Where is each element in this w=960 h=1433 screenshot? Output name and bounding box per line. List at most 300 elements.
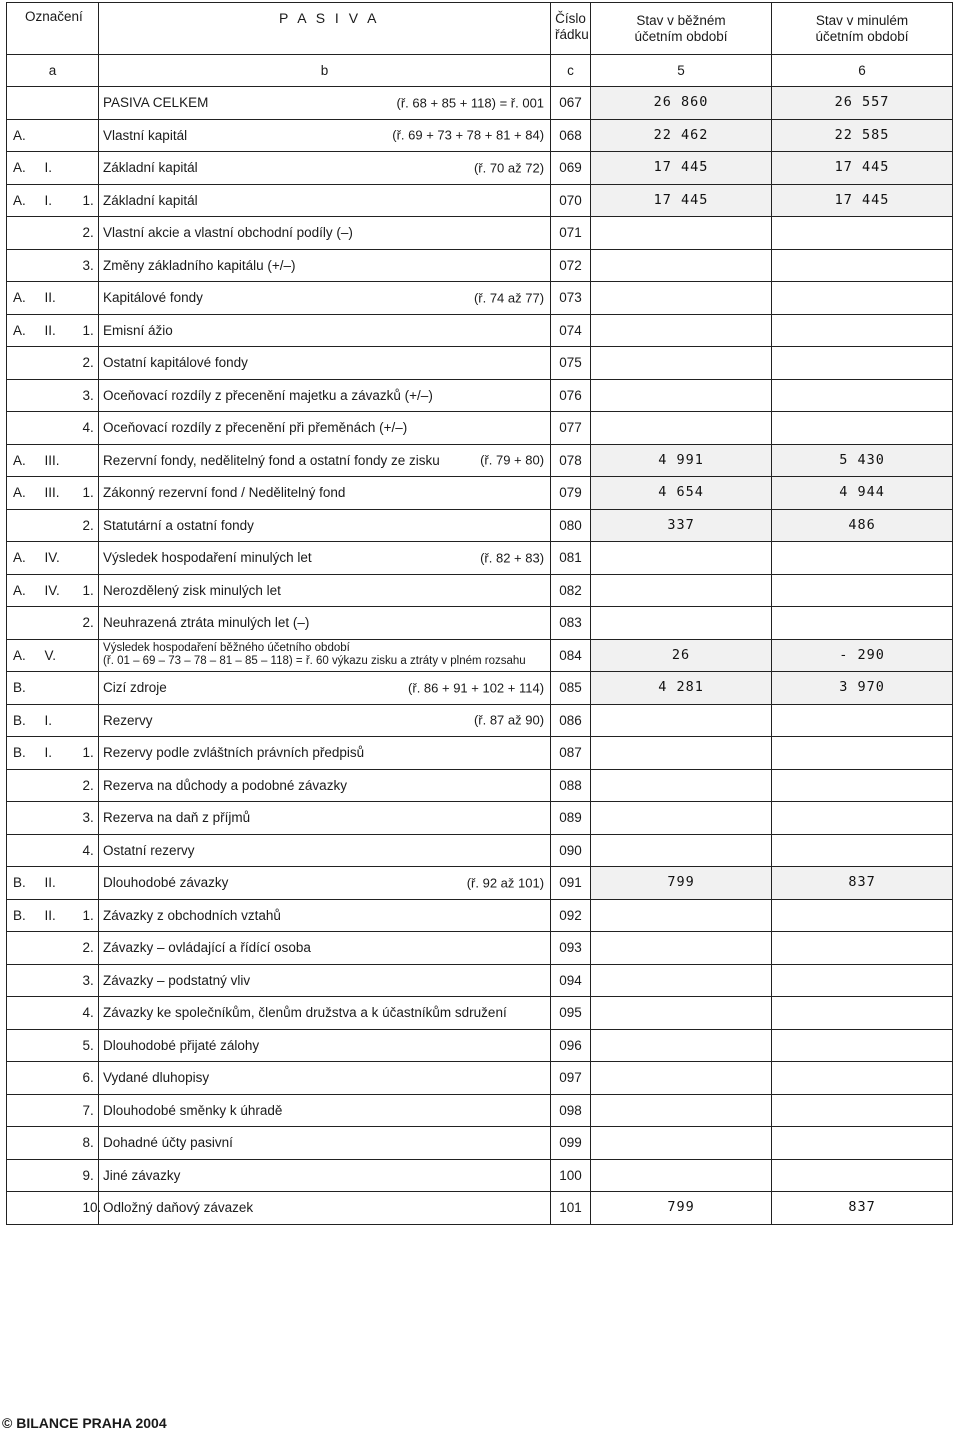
table-row	[7, 1127, 953, 1160]
value-current-period	[591, 347, 772, 380]
value-current-period	[591, 769, 772, 802]
row-level-letter: A.	[7, 314, 45, 347]
row-label	[99, 1094, 551, 1127]
row-name: Oceňovací rozdíly z přecenění majetku a závazků (+/–)	[103, 387, 433, 403]
row-level-roman	[45, 1029, 79, 1062]
value-current-period	[591, 249, 772, 282]
row-line-number: 074	[551, 314, 591, 347]
value-current-period	[591, 379, 772, 412]
row-level-number: 9.	[79, 1159, 99, 1192]
row-level-number	[79, 672, 99, 705]
table-row	[7, 867, 953, 900]
row-level-letter	[7, 1062, 45, 1095]
col-letter-b: b	[99, 55, 551, 87]
table-row	[7, 119, 953, 152]
table-row	[7, 737, 953, 770]
row-level-number	[79, 542, 99, 575]
row-label	[99, 379, 551, 412]
value-previous-period	[772, 737, 953, 770]
row-name: Zákonný rezervní fond / Nedělitelný fond	[103, 485, 346, 501]
row-label	[99, 574, 551, 607]
value-previous-period	[772, 1062, 953, 1095]
row-level-letter: B.	[7, 899, 45, 932]
value-previous-period	[772, 249, 953, 282]
header-stav-bezne-line2: účetním období	[634, 29, 728, 44]
row-label	[99, 87, 551, 120]
row-level-number: 2.	[79, 607, 99, 640]
row-name: Kapitálové fondy	[103, 290, 203, 306]
header-stav-bezne	[591, 3, 772, 55]
row-line-number: 096	[551, 1029, 591, 1062]
row-name: Základní kapitál	[103, 192, 198, 208]
row-line-number: 067	[551, 87, 591, 120]
row-name: Výsledek hospodaření minulých let	[103, 550, 312, 566]
row-level-number	[79, 444, 99, 477]
header-cislo-line1: Číslo	[555, 11, 586, 26]
value-previous-period	[772, 932, 953, 965]
value-previous-period	[772, 412, 953, 445]
table-row	[7, 769, 953, 802]
header-stav-minule	[772, 3, 953, 55]
row-name: Dohadné účty pasivní	[103, 1135, 233, 1151]
row-level-letter	[7, 769, 45, 802]
table-row	[7, 639, 953, 672]
value-current-period	[591, 282, 772, 315]
row-level-letter	[7, 1094, 45, 1127]
row-line-number: 083	[551, 607, 591, 640]
row-level-roman: I.	[45, 704, 79, 737]
table-row	[7, 509, 953, 542]
row-line-number: 099	[551, 1127, 591, 1160]
row-level-number: 10.	[79, 1192, 99, 1225]
row-line-number: 098	[551, 1094, 591, 1127]
row-name: Dlouhodobé přijaté zálohy	[103, 1037, 260, 1053]
row-level-number: 3.	[79, 802, 99, 835]
value-previous-period	[772, 769, 953, 802]
row-line-number: 085	[551, 672, 591, 705]
row-name: PASIVA CELKEM	[103, 95, 209, 111]
row-label	[99, 997, 551, 1030]
row-level-roman: III.	[45, 477, 79, 510]
value-previous-period	[772, 379, 953, 412]
value-current-period: 799	[591, 867, 772, 900]
row-label	[99, 607, 551, 640]
row-label	[99, 282, 551, 315]
row-level-number: 1.	[79, 477, 99, 510]
row-level-number: 1.	[79, 184, 99, 217]
col-letter-c: c	[551, 55, 591, 87]
row-level-letter	[7, 932, 45, 965]
row-name: Nerozdělený zisk minulých let	[103, 582, 281, 598]
value-current-period	[591, 1159, 772, 1192]
row-level-number: 4.	[79, 997, 99, 1030]
row-level-roman	[45, 1062, 79, 1095]
row-level-number: 8.	[79, 1127, 99, 1160]
col-letter-a: a	[7, 55, 99, 87]
row-name: Závazky – ovládající a řídící osoba	[103, 940, 311, 956]
row-line-number: 081	[551, 542, 591, 575]
row-level-roman	[45, 1127, 79, 1160]
row-level-letter	[7, 412, 45, 445]
row-level-number: 2.	[79, 347, 99, 380]
row-line-number: 088	[551, 769, 591, 802]
row-level-roman	[45, 217, 79, 250]
value-previous-period	[772, 964, 953, 997]
row-label	[99, 184, 551, 217]
row-level-letter: A.	[7, 477, 45, 510]
row-label	[99, 1062, 551, 1095]
row-level-letter: A.	[7, 542, 45, 575]
row-level-roman	[45, 347, 79, 380]
copyright-footer: © BILANCE PRAHA 2004	[2, 1415, 167, 1431]
row-level-roman	[45, 509, 79, 542]
row-formula: (ř. 86 + 91 + 102 + 114)	[408, 680, 545, 696]
value-previous-period	[772, 1159, 953, 1192]
value-current-period	[591, 932, 772, 965]
row-name: Dlouhodobé závazky	[103, 875, 229, 891]
row-label	[99, 509, 551, 542]
value-current-period	[591, 574, 772, 607]
row-label	[99, 249, 551, 282]
value-current-period: 17 445	[591, 184, 772, 217]
row-level-letter: A.	[7, 282, 45, 315]
row-level-letter: A.	[7, 444, 45, 477]
value-current-period	[591, 1094, 772, 1127]
row-name-detail: (ř. 01 – 69 – 73 – 78 – 81 – 85 – 118) = ř. 60 výkazu zisku a ztráty v plném rozsahu	[103, 655, 526, 668]
header-stav-minule-line2: účetním období	[815, 29, 909, 44]
row-level-roman: V.	[45, 639, 79, 672]
row-name: Vlastní kapitál	[103, 127, 188, 143]
row-name: Rezerva na daň z příjmů	[103, 810, 251, 826]
row-level-number	[79, 639, 99, 672]
table-row	[7, 87, 953, 120]
table-row	[7, 347, 953, 380]
row-level-letter	[7, 1127, 45, 1160]
row-level-letter: A.	[7, 574, 45, 607]
row-level-letter: A.	[7, 184, 45, 217]
row-label	[99, 217, 551, 250]
table-row	[7, 217, 953, 250]
row-level-roman: II.	[45, 867, 79, 900]
table-row	[7, 379, 953, 412]
value-previous-period: 17 445	[772, 184, 953, 217]
value-current-period: 26	[591, 639, 772, 672]
header-oznaceni: Označení	[7, 3, 99, 55]
row-line-number: 089	[551, 802, 591, 835]
row-level-number	[79, 152, 99, 185]
row-line-number: 090	[551, 834, 591, 867]
row-level-roman: III.	[45, 444, 79, 477]
row-level-number: 1.	[79, 314, 99, 347]
row-level-roman: IV.	[45, 542, 79, 575]
row-label	[99, 639, 551, 672]
row-level-letter	[7, 87, 45, 120]
row-name: Cizí zdroje	[103, 680, 167, 696]
row-name: Výsledek hospodaření běžného účetního období	[103, 642, 350, 655]
value-previous-period	[772, 802, 953, 835]
row-level-number: 3.	[79, 964, 99, 997]
row-level-letter	[7, 509, 45, 542]
row-level-roman	[45, 1159, 79, 1192]
row-formula: (ř. 87 až 90)	[473, 712, 545, 728]
row-level-roman: II.	[45, 282, 79, 315]
row-label	[99, 1159, 551, 1192]
table-row	[7, 1062, 953, 1095]
table-row	[7, 672, 953, 705]
row-label	[99, 542, 551, 575]
value-previous-period: 837	[772, 867, 953, 900]
value-previous-period	[772, 1127, 953, 1160]
value-current-period	[591, 607, 772, 640]
row-label	[99, 932, 551, 965]
table-row	[7, 542, 953, 575]
row-level-roman	[45, 964, 79, 997]
row-label	[99, 802, 551, 835]
row-level-number: 3.	[79, 249, 99, 282]
row-level-letter: B.	[7, 737, 45, 770]
row-formula: (ř. 68 + 85 + 118) = ř. 001	[396, 95, 545, 111]
row-name: Ostatní rezervy	[103, 842, 195, 858]
header-stav-minule-line1: Stav v minulém	[815, 13, 909, 28]
table-row	[7, 1192, 953, 1225]
row-level-roman	[45, 834, 79, 867]
value-current-period: 4 654	[591, 477, 772, 510]
row-label	[99, 867, 551, 900]
row-name: Emisní ážio	[103, 322, 173, 338]
row-label	[99, 1127, 551, 1160]
value-previous-period: 26 557	[772, 87, 953, 120]
row-line-number: 084	[551, 639, 591, 672]
row-level-letter: B.	[7, 672, 45, 705]
value-previous-period	[772, 347, 953, 380]
row-line-number: 097	[551, 1062, 591, 1095]
value-previous-period: 4 944	[772, 477, 953, 510]
value-current-period	[591, 314, 772, 347]
row-level-number: 3.	[79, 379, 99, 412]
row-level-roman: I.	[45, 737, 79, 770]
value-previous-period: 3 970	[772, 672, 953, 705]
row-level-roman	[45, 119, 79, 152]
col-number-6: 6	[772, 55, 953, 87]
row-label	[99, 737, 551, 770]
value-previous-period	[772, 607, 953, 640]
row-level-number	[79, 867, 99, 900]
table-row	[7, 1159, 953, 1192]
row-level-roman	[45, 249, 79, 282]
row-level-roman: I.	[45, 184, 79, 217]
value-current-period	[591, 704, 772, 737]
value-previous-period	[772, 282, 953, 315]
row-name: Závazky ke společníkům, členům družstva a k účastníkům sdružení	[103, 1005, 507, 1021]
value-current-period: 22 462	[591, 119, 772, 152]
row-level-roman	[45, 802, 79, 835]
row-level-number: 1.	[79, 574, 99, 607]
row-level-roman	[45, 412, 79, 445]
row-line-number: 094	[551, 964, 591, 997]
row-level-roman: IV.	[45, 574, 79, 607]
row-label	[99, 1029, 551, 1062]
value-previous-period: 5 430	[772, 444, 953, 477]
row-level-roman	[45, 769, 79, 802]
table-row	[7, 282, 953, 315]
value-previous-period	[772, 997, 953, 1030]
row-level-roman: II.	[45, 314, 79, 347]
row-line-number: 100	[551, 1159, 591, 1192]
row-name: Dlouhodobé směnky k úhradě	[103, 1102, 283, 1118]
row-formula: (ř. 79 + 80)	[480, 452, 545, 468]
row-label	[99, 899, 551, 932]
row-level-number: 7.	[79, 1094, 99, 1127]
table-row	[7, 574, 953, 607]
row-level-letter	[7, 607, 45, 640]
table-row	[7, 1094, 953, 1127]
row-label	[99, 672, 551, 705]
value-previous-period	[772, 574, 953, 607]
value-current-period	[591, 964, 772, 997]
row-name: Odložný daňový závazek	[103, 1200, 254, 1216]
row-level-roman	[45, 932, 79, 965]
row-level-number: 2.	[79, 769, 99, 802]
row-line-number: 095	[551, 997, 591, 1030]
value-current-period: 26 860	[591, 87, 772, 120]
row-label	[99, 314, 551, 347]
row-name: Vydané dluhopisy	[103, 1070, 210, 1086]
row-label	[99, 1192, 551, 1225]
table-row	[7, 834, 953, 867]
value-previous-period	[772, 542, 953, 575]
value-previous-period: - 290	[772, 639, 953, 672]
row-level-number	[79, 87, 99, 120]
col-number-5: 5	[591, 55, 772, 87]
row-level-letter	[7, 217, 45, 250]
table-row	[7, 444, 953, 477]
row-level-number	[79, 119, 99, 152]
row-name: Závazky z obchodních vztahů	[103, 907, 281, 923]
row-formula: (ř. 69 + 73 + 78 + 81 + 84)	[392, 127, 545, 143]
row-level-roman	[45, 379, 79, 412]
row-formula: (ř. 92 až 101)	[466, 875, 545, 891]
value-current-period: 4 281	[591, 672, 772, 705]
table-column-letters-row	[7, 55, 953, 87]
row-level-number: 6.	[79, 1062, 99, 1095]
value-current-period	[591, 1127, 772, 1160]
row-line-number: 071	[551, 217, 591, 250]
row-name: Ostatní kapitálové fondy	[103, 355, 248, 371]
row-name: Neuhrazená ztráta minulých let (–)	[103, 615, 310, 631]
row-level-letter	[7, 1029, 45, 1062]
row-label	[99, 119, 551, 152]
value-previous-period	[772, 704, 953, 737]
table-row	[7, 477, 953, 510]
row-name: Rezervy	[103, 712, 153, 728]
value-current-period	[591, 899, 772, 932]
row-name: Změny základního kapitálu (+/–)	[103, 257, 296, 273]
row-line-number: 070	[551, 184, 591, 217]
table-row	[7, 932, 953, 965]
value-previous-period	[772, 1029, 953, 1062]
row-line-number: 101	[551, 1192, 591, 1225]
row-formula: (ř. 82 + 83)	[480, 550, 545, 566]
row-label	[99, 347, 551, 380]
table-row	[7, 607, 953, 640]
row-level-number: 2.	[79, 217, 99, 250]
value-current-period	[591, 834, 772, 867]
row-level-number	[79, 704, 99, 737]
value-current-period	[591, 412, 772, 445]
row-line-number: 079	[551, 477, 591, 510]
row-level-roman: II.	[45, 899, 79, 932]
value-current-period: 4 991	[591, 444, 772, 477]
row-level-roman	[45, 607, 79, 640]
table-header-row	[7, 3, 953, 55]
row-line-number: 091	[551, 867, 591, 900]
row-line-number: 077	[551, 412, 591, 445]
row-level-letter	[7, 802, 45, 835]
table-row	[7, 802, 953, 835]
row-name: Rezerva na důchody a podobné závazky	[103, 777, 347, 793]
row-name: Závazky – podstatný vliv	[103, 972, 251, 988]
row-level-roman	[45, 997, 79, 1030]
value-previous-period	[772, 899, 953, 932]
row-line-number: 072	[551, 249, 591, 282]
row-line-number: 093	[551, 932, 591, 965]
row-name: Vlastní akcie a vlastní obchodní podíly (–)	[103, 225, 353, 241]
header-cislo-line2: řádku	[555, 27, 589, 42]
value-current-period	[591, 1029, 772, 1062]
row-level-number: 1.	[79, 899, 99, 932]
row-name: Jiné závazky	[103, 1167, 181, 1183]
row-level-roman: I.	[45, 152, 79, 185]
row-level-roman	[45, 1192, 79, 1225]
row-level-number: 4.	[79, 412, 99, 445]
row-level-letter	[7, 249, 45, 282]
row-name: Oceňovací rozdíly z přecenění při přeměnách (+/–)	[103, 420, 408, 436]
value-current-period	[591, 802, 772, 835]
table-row	[7, 314, 953, 347]
table-row	[7, 249, 953, 282]
row-label	[99, 152, 551, 185]
row-level-roman	[45, 1094, 79, 1127]
row-level-letter: B.	[7, 704, 45, 737]
value-previous-period	[772, 1094, 953, 1127]
value-previous-period: 486	[772, 509, 953, 542]
row-level-letter	[7, 834, 45, 867]
value-current-period	[591, 997, 772, 1030]
row-name: Rezervy podle zvláštních právních předpisů	[103, 745, 365, 761]
header-pasiva: P A S I V A	[99, 3, 551, 55]
row-level-letter	[7, 997, 45, 1030]
row-name: Základní kapitál	[103, 160, 198, 176]
row-formula: (ř. 70 až 72)	[473, 160, 545, 176]
row-line-number: 075	[551, 347, 591, 380]
row-level-number: 1.	[79, 737, 99, 770]
value-current-period: 17 445	[591, 152, 772, 185]
header-cislo-radku	[551, 3, 591, 55]
row-level-letter	[7, 1159, 45, 1192]
row-line-number: 086	[551, 704, 591, 737]
value-current-period	[591, 217, 772, 250]
row-line-number: 069	[551, 152, 591, 185]
row-level-letter	[7, 1192, 45, 1225]
table-row	[7, 997, 953, 1030]
table-row	[7, 964, 953, 997]
table-row	[7, 412, 953, 445]
table-row	[7, 184, 953, 217]
row-name: Rezervní fondy, nedělitelný fond a ostatní fondy ze zisku	[103, 452, 440, 468]
row-level-letter: B.	[7, 867, 45, 900]
value-current-period	[591, 737, 772, 770]
row-line-number: 080	[551, 509, 591, 542]
